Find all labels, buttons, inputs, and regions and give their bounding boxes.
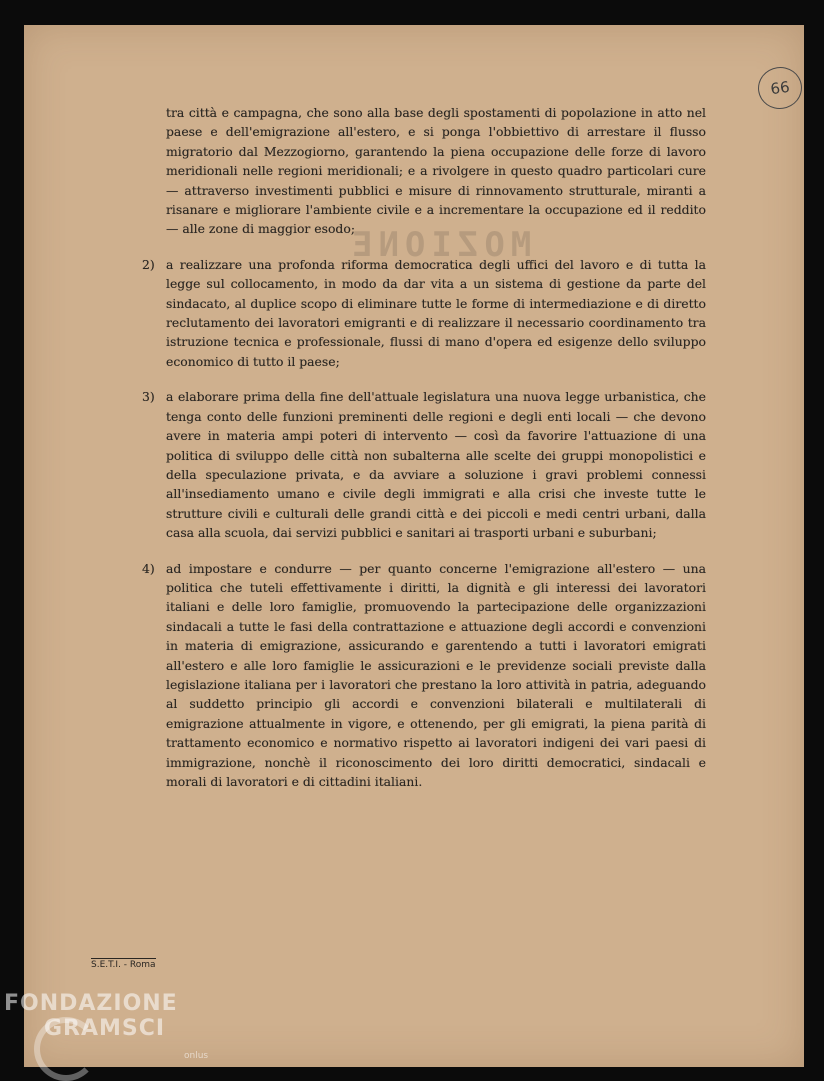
paragraph-text: tra città e campagna, che sono alla base degli spostamenti di popolazione in atto nel paese e dell'emigrazione all'estero, e si ponga l'obbiettivo di arrestare il flusso migratorio dal Mezzogiorno, garantendo la piena occupazione delle forze di lavoro meridionali nelle regioni meridionali; e a rivolgere in questo quadro particolari cure — attraverso investimenti pubblici e misure di rinnovamento strutturale, miranti a risanare e migliorare l'ambiente civile e a incrementare la occupazione ed il reddito — alle zone di maggior esodo; — [166, 105, 706, 237]
body-text — [142, 103, 706, 807]
paragraph-1 — [166, 103, 706, 239]
paragraph-text: ad impostare e condurre — per quanto concerne l'emigrazione all'estero — una politica che tuteli effettivamente i diritti, la dignità e gli interessi dei lavoratori italiani e delle loro famiglie, promuovendo la partecipazione delle organizzazioni sindacali a tutte le fasi della contrattazione e attuazione degli accordi e convenzioni in materia di emigrazione, assicurando e garentendo a tutti i lavoratori emigrati all'estero e alle loro famiglie le assicurazioni e le previdenze sociali previste dalla legislazione italiana per i lavoratori che prestano la loro attività in patria, adeguando al suddetto principio gli accordi e convenzioni bilaterali e multilaterali di emigrazione attualmente in vigore, e ottenendo, per gli emigrati, la piena parità di trattamento economico e normativo rispetto ai lavoratori indigeni dei vari paesi di immigrazione, nonchè il riconoscimento dei loro diritti democratici, sindacali e morali di lavoratori e di cittadini italiani. — [166, 560, 706, 789]
paragraph-4 — [142, 559, 706, 792]
page-number — [755, 64, 804, 112]
item-number: 3) — [142, 389, 155, 405]
bleed-through-heading: MOZIONE — [346, 225, 532, 265]
paragraph-text: a realizzare una profonda riforma democratica degli uffici del lavoro e di tutta la legge sul collocamento, in modo da dar vita a un sistema di gestione da parte del sindacato, al duplice scopo di eliminare tutte le forme di intermediazione e di diretto reclutamento dei lavoratori emigranti e di realizzare il necessario coordinamento tra istruzione tecnica e professionale, flussi di mano d'opera ed esigenze dello sviluppo economico di tutto il paese; — [166, 256, 706, 369]
item-number: 4) — [142, 560, 155, 576]
printer-imprint: S.E.T.I. - Roma — [91, 960, 156, 970]
archive-watermark — [4, 991, 209, 1061]
paragraph-text: a elaborare prima della fine dell'attuale legislatura una nuova legge urbanistica, che tenga conto delle funzioni preminenti delle regioni e degli enti locali — che devono avere in materia ampi poteri di intervento — così da favorire l'attuazione di una politica di sviluppo delle città non subalterna alle scelte dei gruppi monopolistici e della speculazione privata, e da avviare a soluzione i gravi problemi connessi all'insediamento umano e civile degli immigrati e alla crisi che investe tutte le strutture civili e culturali delle grandi città e dei piccoli e medi centri urbani, dalla casa alla scuola, dai servizi pubblici e sanitari ai trasporti urbani e suburbani; — [166, 389, 706, 541]
watermark-sub: onlus — [184, 1051, 209, 1061]
item-number: 2) — [142, 256, 155, 272]
watermark-line1: FONDAZIONE — [4, 991, 178, 1016]
watermark-logo-ring — [34, 1017, 98, 1081]
paragraph-2 — [142, 255, 706, 371]
page-number-text: 66 — [769, 77, 791, 99]
watermark-line2: GRAMSCI — [44, 1016, 166, 1041]
paragraph-3 — [142, 387, 706, 542]
